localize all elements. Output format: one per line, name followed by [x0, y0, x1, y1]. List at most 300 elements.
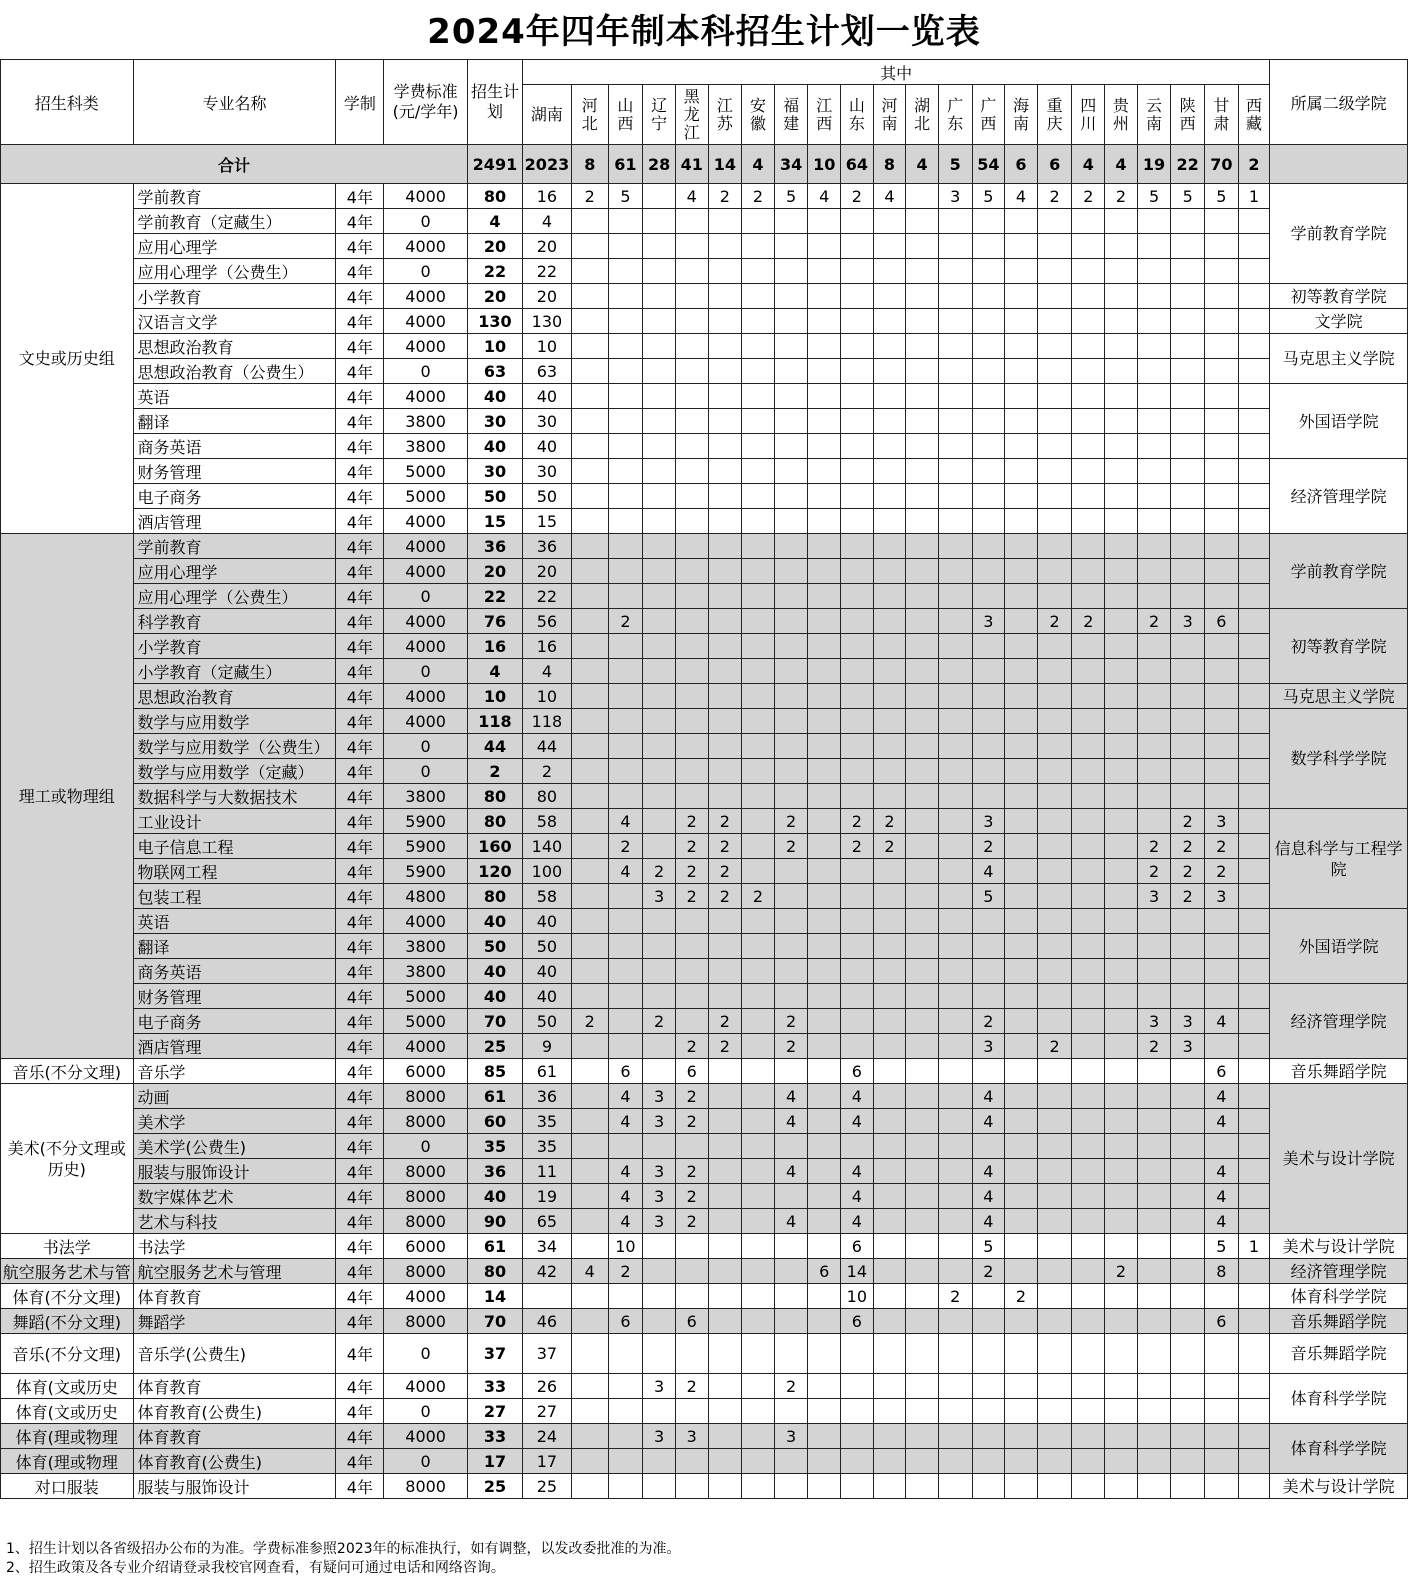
province-count: 3 — [1171, 609, 1205, 634]
province-count — [774, 684, 808, 709]
province-count: 37 — [522, 1334, 571, 1374]
province-count — [906, 609, 939, 634]
province-count — [1005, 734, 1038, 759]
province-count — [906, 484, 939, 509]
province-count — [906, 234, 939, 259]
total-plan: 2491 — [467, 145, 522, 184]
province-count — [1171, 284, 1205, 309]
total-province-count: 41 — [675, 145, 708, 184]
province-count — [1005, 1159, 1038, 1184]
province-count — [972, 934, 1005, 959]
province-count: 2 — [1205, 834, 1239, 859]
province-count — [1171, 1424, 1205, 1449]
province-count — [708, 234, 742, 259]
province-count — [1205, 709, 1239, 734]
province-count — [938, 1109, 972, 1134]
header-province: 福建 — [774, 85, 808, 145]
province-count: 2 — [675, 834, 708, 859]
province-count — [774, 984, 808, 1009]
province-count — [643, 434, 676, 459]
province-count — [1005, 1109, 1038, 1134]
province-count — [841, 959, 874, 984]
province-count — [906, 1399, 939, 1424]
header-province: 广西 — [972, 85, 1005, 145]
province-count — [938, 1084, 972, 1109]
province-count — [774, 384, 808, 409]
province-count — [643, 1334, 676, 1374]
province-count — [774, 1474, 808, 1499]
province-count — [841, 309, 874, 334]
fee-cell: 8000 — [384, 1309, 468, 1334]
province-count — [873, 1084, 906, 1109]
province-count: 2 — [742, 884, 775, 909]
province-count — [643, 384, 676, 409]
province-count — [571, 259, 608, 284]
duration-cell: 4年 — [336, 959, 384, 984]
province-count: 3 — [1171, 1034, 1205, 1059]
province-count: 4 — [774, 1084, 808, 1109]
province-count: 2 — [522, 759, 571, 784]
major-name: 汉语言文学 — [133, 309, 336, 334]
header-province: 黑龙江 — [675, 85, 708, 145]
province-count — [808, 1109, 841, 1134]
province-count — [608, 909, 643, 934]
province-count — [643, 184, 676, 209]
province-count — [1171, 1309, 1205, 1334]
province-count — [1238, 1474, 1270, 1499]
plan-cell: 10 — [467, 684, 522, 709]
province-count — [1238, 634, 1270, 659]
province-count — [571, 609, 608, 634]
duration-cell: 4年 — [336, 1259, 384, 1284]
province-count — [675, 534, 708, 559]
major-name: 商务英语 — [133, 434, 336, 459]
province-count — [873, 959, 906, 984]
province-count: 2 — [708, 884, 742, 909]
province-count — [1105, 484, 1138, 509]
province-count — [1105, 1059, 1138, 1084]
total-province-count: 4 — [1105, 145, 1138, 184]
province-count — [1105, 734, 1138, 759]
total-province-count: 4 — [1072, 145, 1105, 184]
duration-cell: 4年 — [336, 409, 384, 434]
province-count — [708, 759, 742, 784]
province-count — [906, 184, 939, 209]
province-count — [1137, 784, 1171, 809]
province-count — [1037, 334, 1072, 359]
province-count — [608, 409, 643, 434]
fee-cell: 8000 — [384, 1184, 468, 1209]
province-count — [774, 659, 808, 684]
province-count — [906, 334, 939, 359]
province-count — [608, 684, 643, 709]
province-count: 5 — [774, 184, 808, 209]
province-count — [608, 959, 643, 984]
province-count — [873, 384, 906, 409]
province-count — [906, 934, 939, 959]
total-province-count: 54 — [972, 145, 1005, 184]
plan-cell: 30 — [467, 409, 522, 434]
college-cell: 音乐舞蹈学院 — [1270, 1334, 1408, 1374]
province-count: 2 — [938, 1284, 972, 1309]
province-count: 30 — [522, 409, 571, 434]
province-count — [675, 1449, 708, 1474]
province-count: 4 — [608, 1159, 643, 1184]
duration-cell: 4年 — [336, 859, 384, 884]
province-count — [1072, 584, 1105, 609]
fee-cell: 5000 — [384, 984, 468, 1009]
province-count: 3 — [643, 1159, 676, 1184]
province-count — [1005, 259, 1038, 284]
province-count — [742, 734, 775, 759]
fee-cell: 4000 — [384, 1034, 468, 1059]
fee-cell: 4000 — [384, 709, 468, 734]
province-count — [1238, 1134, 1270, 1159]
province-count — [1171, 1234, 1205, 1259]
province-count — [1137, 1084, 1171, 1109]
plan-cell: 50 — [467, 934, 522, 959]
college-cell: 经济管理学院 — [1270, 459, 1408, 534]
province-count — [808, 1209, 841, 1234]
duration-cell: 4年 — [336, 1374, 384, 1399]
province-count — [675, 709, 708, 734]
province-count — [873, 309, 906, 334]
province-count — [1205, 1474, 1239, 1499]
province-count — [1072, 434, 1105, 459]
province-count — [906, 1159, 939, 1184]
province-count: 24 — [522, 1424, 571, 1449]
province-count: 14 — [841, 1259, 874, 1284]
province-count — [774, 709, 808, 734]
college-cell: 体育科学学院 — [1270, 1374, 1408, 1424]
province-count — [808, 484, 841, 509]
province-count — [708, 409, 742, 434]
enrollment-plan-table — [0, 59, 1408, 1499]
province-count — [906, 709, 939, 734]
province-count — [1072, 409, 1105, 434]
total-province-count: 8 — [571, 145, 608, 184]
province-count — [571, 1109, 608, 1134]
province-count — [1072, 1374, 1105, 1399]
province-count: 2 — [1105, 184, 1138, 209]
province-count — [774, 509, 808, 534]
province-count: 61 — [522, 1059, 571, 1084]
province-count — [1105, 1334, 1138, 1374]
province-count — [708, 1424, 742, 1449]
province-count — [708, 1059, 742, 1084]
province-count — [708, 1134, 742, 1159]
province-count — [1005, 1399, 1038, 1424]
province-count — [841, 759, 874, 784]
province-count — [938, 709, 972, 734]
fee-cell: 8000 — [384, 1159, 468, 1184]
province-count: 118 — [522, 709, 571, 734]
province-count — [873, 709, 906, 734]
total-label: 合计 — [1, 145, 468, 184]
province-count — [571, 809, 608, 834]
province-count — [1137, 1259, 1171, 1284]
province-count: 80 — [522, 784, 571, 809]
province-count — [708, 1374, 742, 1399]
province-count — [906, 684, 939, 709]
province-count — [675, 959, 708, 984]
province-count — [1037, 1109, 1072, 1134]
province-count — [873, 209, 906, 234]
province-count — [1072, 1034, 1105, 1059]
province-count — [841, 1449, 874, 1474]
province-count — [873, 859, 906, 884]
province-count — [1005, 234, 1038, 259]
fee-cell: 4000 — [384, 1284, 468, 1309]
province-count — [1005, 484, 1038, 509]
province-count — [1037, 1159, 1072, 1184]
duration-cell: 4年 — [336, 1334, 384, 1374]
province-count — [571, 1209, 608, 1234]
province-count: 36 — [522, 534, 571, 559]
province-count — [873, 534, 906, 559]
province-count — [774, 334, 808, 359]
province-count — [938, 909, 972, 934]
province-count — [742, 334, 775, 359]
province-count — [643, 334, 676, 359]
province-count — [873, 1449, 906, 1474]
header-province: 四川 — [1072, 85, 1105, 145]
province-count: 2 — [841, 184, 874, 209]
province-count — [1037, 1059, 1072, 1084]
province-count — [643, 659, 676, 684]
province-count — [808, 909, 841, 934]
province-count — [1105, 1209, 1138, 1234]
province-count — [608, 459, 643, 484]
plan-cell: 27 — [467, 1399, 522, 1424]
fee-cell: 4000 — [384, 384, 468, 409]
province-count — [571, 409, 608, 434]
province-count — [675, 259, 708, 284]
major-name: 艺术与科技 — [133, 1209, 336, 1234]
province-count — [1005, 434, 1038, 459]
province-count: 11 — [522, 1159, 571, 1184]
province-count — [841, 534, 874, 559]
province-count — [774, 534, 808, 559]
province-count — [1105, 1424, 1138, 1449]
province-count — [1072, 209, 1105, 234]
province-count — [1105, 834, 1138, 859]
province-count — [571, 459, 608, 484]
province-count: 2 — [1005, 1284, 1038, 1309]
fee-cell: 3800 — [384, 434, 468, 459]
province-count — [1105, 334, 1138, 359]
province-count — [571, 1184, 608, 1209]
province-count — [571, 684, 608, 709]
province-count: 19 — [522, 1184, 571, 1209]
province-count — [708, 1284, 742, 1309]
major-name: 体育教育 — [133, 1284, 336, 1309]
total-province-count: 4 — [906, 145, 939, 184]
fee-cell: 6000 — [384, 1059, 468, 1084]
province-count — [938, 834, 972, 859]
province-count — [972, 284, 1005, 309]
province-count — [1105, 209, 1138, 234]
province-count — [1072, 884, 1105, 909]
college-cell: 经济管理学院 — [1270, 984, 1408, 1059]
fee-cell: 0 — [384, 1334, 468, 1374]
province-count — [1205, 259, 1239, 284]
province-count — [1238, 1259, 1270, 1284]
major-name: 音乐学(公费生) — [133, 1334, 336, 1374]
province-count — [1137, 809, 1171, 834]
province-count — [873, 509, 906, 534]
province-count — [1005, 834, 1038, 859]
province-count: 65 — [522, 1209, 571, 1234]
province-count: 3 — [643, 884, 676, 909]
fee-cell: 8000 — [384, 1474, 468, 1499]
province-count — [841, 709, 874, 734]
province-count — [774, 584, 808, 609]
plan-cell: 20 — [467, 559, 522, 584]
province-count — [1105, 1009, 1138, 1034]
province-count — [841, 434, 874, 459]
province-count — [938, 309, 972, 334]
province-count — [873, 1284, 906, 1309]
province-count — [906, 284, 939, 309]
province-count — [1137, 984, 1171, 1009]
province-count — [808, 534, 841, 559]
province-count — [742, 759, 775, 784]
province-count — [1238, 509, 1270, 534]
province-count — [938, 334, 972, 359]
major-name: 酒店管理 — [133, 509, 336, 534]
province-count: 2 — [1171, 809, 1205, 834]
province-count — [938, 359, 972, 384]
province-count — [938, 1184, 972, 1209]
province-count — [972, 709, 1005, 734]
province-count — [774, 609, 808, 634]
province-count — [1137, 359, 1171, 384]
province-count — [808, 584, 841, 609]
province-count — [643, 684, 676, 709]
province-count — [938, 734, 972, 759]
province-count — [1137, 1474, 1171, 1499]
college-cell: 外国语学院 — [1270, 909, 1408, 984]
province-count — [708, 359, 742, 384]
major-name: 舞蹈学 — [133, 1309, 336, 1334]
province-count — [906, 1209, 939, 1234]
province-count — [1105, 1184, 1138, 1209]
fee-cell: 5000 — [384, 484, 468, 509]
duration-cell: 4年 — [336, 484, 384, 509]
province-count — [1105, 684, 1138, 709]
duration-cell: 4年 — [336, 734, 384, 759]
province-count — [675, 284, 708, 309]
college-cell: 美术与设计学院 — [1270, 1234, 1408, 1259]
province-count: 3 — [938, 184, 972, 209]
province-count: 50 — [522, 934, 571, 959]
province-count — [1037, 1134, 1072, 1159]
province-count — [774, 909, 808, 934]
province-count — [1037, 1184, 1072, 1209]
province-count: 2 — [1137, 1034, 1171, 1059]
province-count — [938, 1234, 972, 1259]
province-count: 3 — [643, 1424, 676, 1449]
plan-cell: 22 — [467, 584, 522, 609]
province-count — [1137, 484, 1171, 509]
province-count — [972, 309, 1005, 334]
province-count: 6 — [675, 1309, 708, 1334]
province-count — [808, 709, 841, 734]
province-count — [1171, 1059, 1205, 1084]
header-plan: 招生计划 — [467, 60, 522, 145]
province-count — [571, 1374, 608, 1399]
province-count — [1205, 234, 1239, 259]
province-count — [1105, 984, 1138, 1009]
province-count — [1171, 209, 1205, 234]
province-count — [742, 1009, 775, 1034]
province-count: 2 — [1072, 609, 1105, 634]
province-count — [742, 434, 775, 459]
province-count — [938, 1399, 972, 1424]
province-count: 2 — [643, 1009, 676, 1034]
duration-cell: 4年 — [336, 1034, 384, 1059]
duration-cell: 4年 — [336, 1399, 384, 1424]
province-count — [938, 634, 972, 659]
province-count — [608, 309, 643, 334]
province-count — [1205, 359, 1239, 384]
category-cell: 体育(理或物理 — [1, 1449, 134, 1474]
province-count: 2 — [972, 1259, 1005, 1284]
province-count — [972, 909, 1005, 934]
province-count — [1105, 1234, 1138, 1259]
province-count — [1105, 1284, 1138, 1309]
province-count — [1137, 1424, 1171, 1449]
province-count — [1005, 1084, 1038, 1109]
province-count — [873, 1184, 906, 1209]
province-count — [1137, 1234, 1171, 1259]
province-count — [675, 1474, 708, 1499]
province-count — [742, 1284, 775, 1309]
province-count — [1137, 1209, 1171, 1234]
province-count — [1072, 634, 1105, 659]
province-count — [1105, 784, 1138, 809]
province-count: 100 — [522, 859, 571, 884]
province-count: 6 — [1205, 1309, 1239, 1334]
province-count — [1238, 384, 1270, 409]
province-count — [1238, 759, 1270, 784]
header-province: 海南 — [1005, 85, 1038, 145]
province-count — [1238, 1059, 1270, 1084]
province-count — [1072, 1059, 1105, 1084]
province-count — [1037, 1084, 1072, 1109]
province-count — [774, 1259, 808, 1284]
duration-cell: 4年 — [336, 1309, 384, 1334]
province-count — [938, 484, 972, 509]
duration-cell: 4年 — [336, 1209, 384, 1234]
province-count: 20 — [522, 234, 571, 259]
duration-cell: 4年 — [336, 209, 384, 234]
fee-cell: 8000 — [384, 1209, 468, 1234]
province-count — [1205, 909, 1239, 934]
fee-cell: 3800 — [384, 934, 468, 959]
province-count — [972, 734, 1005, 759]
province-count — [608, 1034, 643, 1059]
major-name: 应用心理学（公费生） — [133, 584, 336, 609]
province-count: 56 — [522, 609, 571, 634]
province-count: 4 — [522, 209, 571, 234]
duration-cell: 4年 — [336, 609, 384, 634]
duration-cell: 4年 — [336, 584, 384, 609]
footnotes — [6, 1540, 681, 1578]
province-count — [643, 1284, 676, 1309]
province-count — [938, 884, 972, 909]
